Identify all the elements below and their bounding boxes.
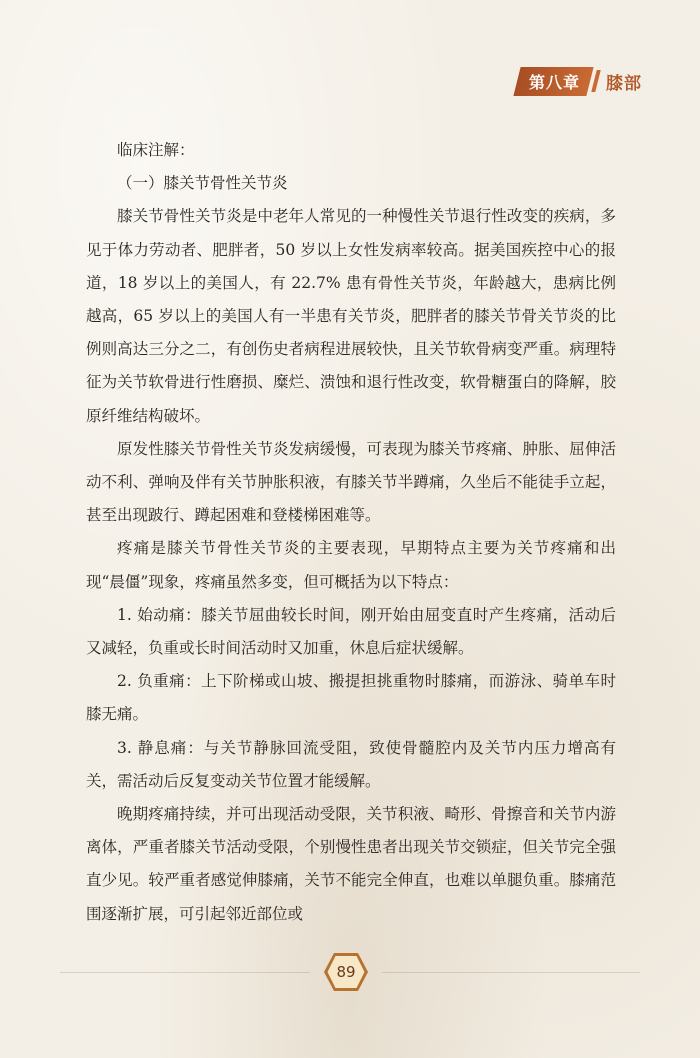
paragraph: 膝关节骨性关节炎是中老年人常见的一种慢性关节退行性改变的疾病，多见于体力劳动者、肥胖者，50 岁以上女性发病率较高。据美国疾控中心的报道，18 岁以上的美国人，有 22.7% 患有骨性关节炎，年龄越大，患病比例越高，65 岁以上的美国人有一半患有关节炎，肥胖者的膝关节骨关节炎的比例则高达三分之二，有创伤史者病程进展较快，且关节软骨病变严重。病理特征为关节软骨进行性磨损、糜烂、溃蚀和退行性改变，软骨糖蛋白的降解，胶原纤维结构破坏。 bbox=[86, 207, 616, 425]
subsection-heading: （一）膝关节骨性关节炎 bbox=[117, 174, 288, 193]
paragraph: 疼痛是膝关节骨性关节炎的主要表现，早期特点主要为关节疼痛和出现“晨僵”现象，疼痛虽然多变，但可概括为以下特点： bbox=[86, 539, 616, 591]
chapter-header bbox=[517, 66, 642, 96]
page-content bbox=[86, 134, 616, 931]
paragraph: 晚期疼痛持续，并可出现活动受限，关节积液、畸形、骨擦音和关节内游离体，严重者膝关节活动受限，个别慢性患者出现关节交锁症，但关节完全强直少见。较严重者感觉伸膝痛，关节不能完全伸直，也难以单腿负重。膝痛范围逐渐扩展，可引起邻近部位或 bbox=[86, 805, 616, 923]
list-item: 2. 负重痛：上下阶梯或山坡、搬提担挑重物时膝痛，而游泳、骑单车时膝无痛。 bbox=[86, 672, 616, 724]
section-title: 膝部 bbox=[606, 73, 642, 94]
paragraph: 原发性膝关节骨性关节炎发病缓慢，可表现为膝关节疼痛、肿胀、屈伸活动不利、弹响及伴有关节肿胀积液，有膝关节半蹲痛，久坐后不能徒手立起，甚至出现跛行、蹲起困难和登楼梯困难等。 bbox=[86, 439, 616, 525]
list-item: 1. 始动痛：膝关节屈曲较长时间，刚开始由屈变直时产生疼痛，活动后又减轻，负重或长时间活动时又加重，休息后症状缓解。 bbox=[86, 605, 616, 658]
footer-rule-right bbox=[382, 972, 640, 973]
page-number: 89 bbox=[336, 963, 356, 981]
page-number-badge bbox=[323, 951, 369, 993]
list-item: 3. 静息痛：与关节静脉回流受阻，致使骨髓腔内及关节内压力增高有关，需活动后反复变动关节位置才能缓解。 bbox=[86, 738, 616, 790]
chapter-label: 第八章 bbox=[513, 67, 593, 96]
footer-rule-left bbox=[60, 972, 310, 973]
header-divider bbox=[591, 70, 600, 92]
notes-heading: 临床注解： bbox=[117, 141, 195, 159]
